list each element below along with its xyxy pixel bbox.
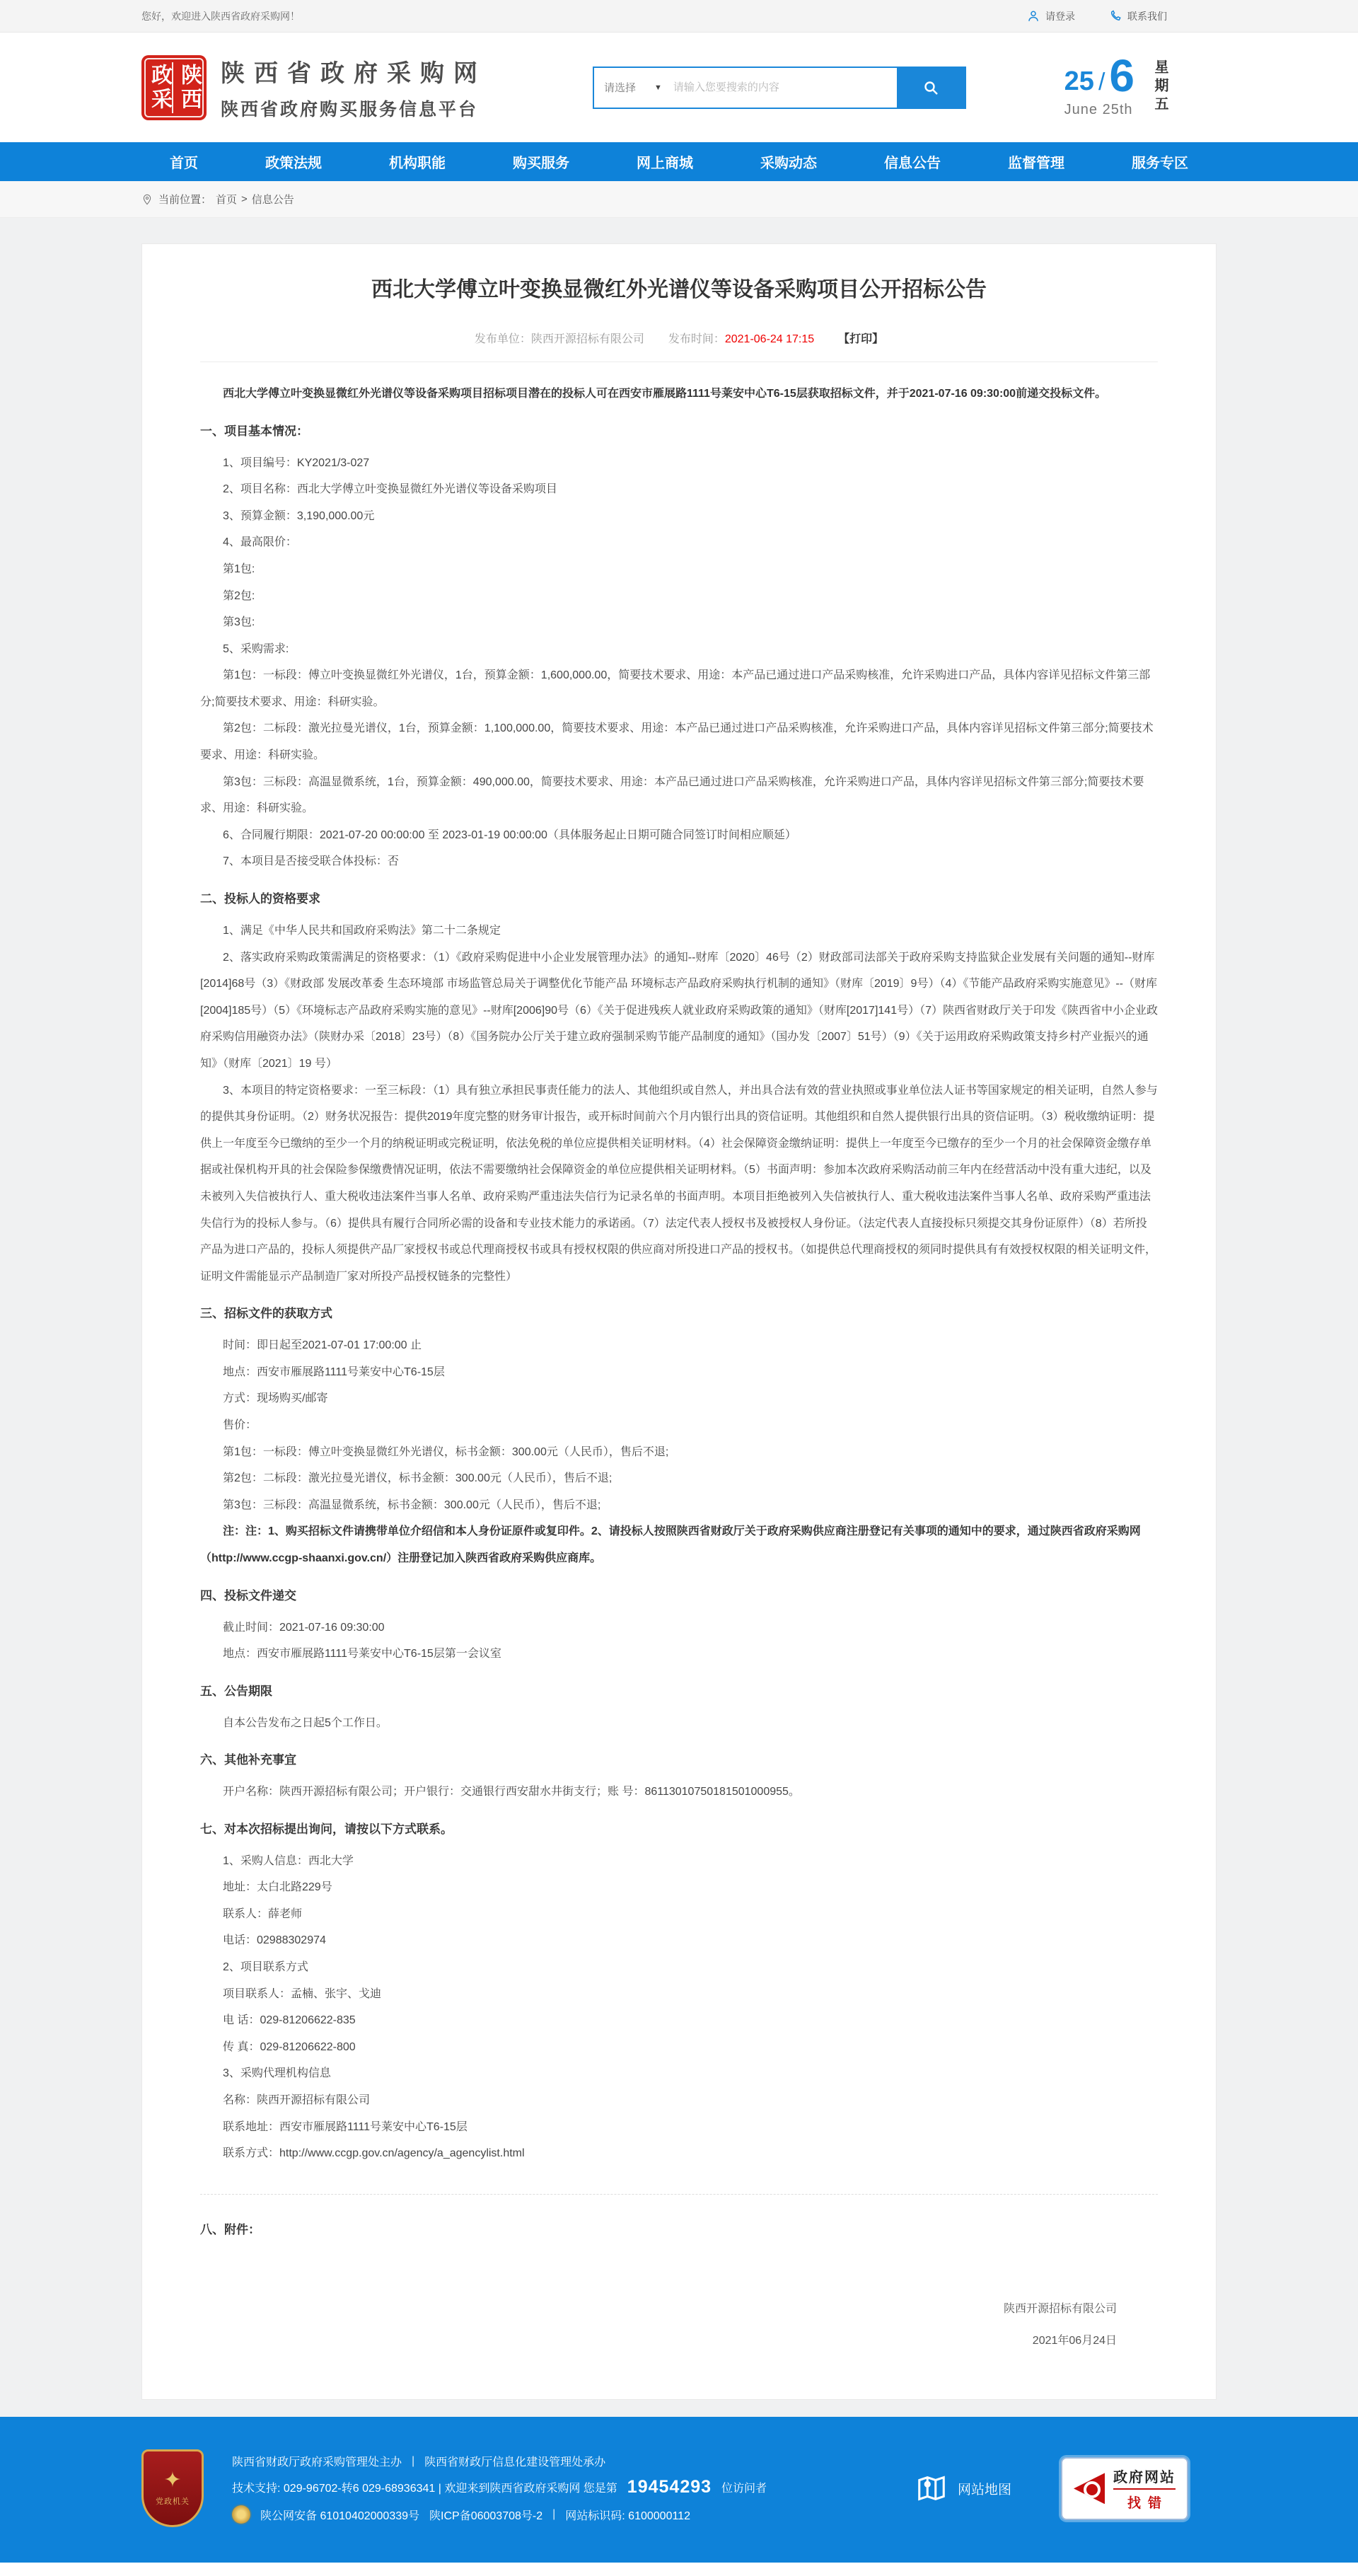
search-input[interactable] [673, 68, 897, 108]
paragraph: 六、其他补充事宜 [200, 1753, 296, 1767]
search-bar [593, 67, 966, 109]
breadcrumb-separator: > [241, 193, 248, 205]
chevron-down-icon: ▼ [654, 83, 662, 92]
paragraph: 地点：西安市雁展路1111号莱安中心T6-15层第一会议室 [223, 1648, 501, 1660]
badge-subtitle: 找错 [1127, 2495, 1168, 2511]
visitor-count: 19454293 [627, 2477, 712, 2497]
paragraph: 四、投标文件递交 [200, 1588, 296, 1602]
print-button[interactable]: 【打印】 [838, 333, 884, 345]
gov-emblem-icon [141, 2449, 204, 2527]
footer-right [915, 2457, 1188, 2520]
paragraph: 售价： [223, 1419, 257, 1431]
seal-text-left: 政采 [146, 62, 173, 113]
publish-time-value: 2021-06-24 17:15 [724, 333, 815, 345]
paragraph: 3、采购代理机构信息 [223, 2067, 331, 2080]
paragraph: 地址：太白北路229号 [223, 1881, 332, 1894]
date-weekday: 星期五 [1152, 59, 1168, 115]
announcement-card [141, 243, 1217, 2400]
paragraph: 方式：现场购买/邮寄 [223, 1392, 328, 1405]
nav-item[interactable]: 采购动态 [760, 156, 817, 171]
nav-item[interactable]: 网上商城 [637, 156, 693, 171]
user-icon [1027, 10, 1040, 23]
emblem-label: 党政机关 [156, 2497, 190, 2507]
breadcrumb-home[interactable]: 首页 [216, 194, 238, 206]
paragraph: 第1包：一标段：傅立叶变换显微红外光谱仪，1台，预算金额：1,600,000.00，简要技术要求、用途：本产品已通过进口产品采购核准，允许采购进口产品，具体内容详见招标文件第三部分;简要技术要求、用途：科研实验。 [200, 669, 1151, 708]
paragraph: 1、项目编号：KY2021/3-027 [223, 456, 370, 469]
paragraph: 截止时间：2021-07-16 09:30:00 [223, 1621, 385, 1634]
site-code: 网站标识码: 6100000112 [565, 2509, 690, 2522]
nav-item[interactable]: 监督管理 [1008, 156, 1064, 171]
paragraph: 3、本项目的特定资格要求：一至三标段：（1）具有独立承担民事责任能力的法人、其他组织或自然人，并出具合法有效的营业执照或事业单位法人证书等国家规定的相关证明，自然人参与的提供其身份证明。（2）财务状况报告：提供2019年度完整的财务审计报告，或开标时间前六个月内银行出具的资信证明。其他组织和自然人提供银行出具的资信证明。（3）税收缴纳证明：提供上一年度至今已缴纳的至少一个月的纳税证明或完税证明，依法免税的单位应提供相关证明材料。（4）社会保障资金缴纳证明：提供上一年度至今已缴存的至少一个月的社会保障资金缴存单据或社保机构开具的社会保险参保缴费情况证明，依法不需要缴纳社会保障资金的单位应提供相关证明材料。（5）书面声明：参加本次政府采购活动前三年内在经营活动中没有重大违纪，以及未被列入失信被执行人、重大税收违法案件当事人名单、政府采购严重违法失信行为记录名单的书面声明。本项目拒绝被列入失信被执行人、重大税收违法案件当事人名单、政府采购严重违法失信行为的投标人参与。（6）提供具有履行合同所必需的设备和专业技术能力的承诺函。（7）法定代表人授权书及被授权人身份证。（法定代表人直接投标只须提交其身份证原件）（8）若所投产品为进口产品的，投标人须提供产品厂家授权书或总代理商授权书或具有授权权限的供应商对所投进口产品的授权书。（如提供总代理商授权的须同时提供具有有效授权权限的相关证明文件，证明文件需能显示产品制造厂家对所投产品授权链条的完整性） [200, 1084, 1158, 1283]
signature-company: 陕西开源招标有限公司 [1003, 2302, 1117, 2315]
beian-gongan: 陕公网安备 61010402000339号 [260, 2509, 420, 2522]
beian-icp: 陕ICP备06003708号-2 [429, 2509, 543, 2522]
paragraph: 2、项目名称：西北大学傅立叶变换显微红外光谱仪等设备采购项目 [223, 483, 557, 496]
main-content [0, 218, 1358, 2417]
location-pin-icon [141, 194, 153, 205]
date-widget [1064, 50, 1171, 118]
paragraph: 第3包: [223, 616, 255, 629]
date-numbers [1064, 50, 1134, 101]
paragraph: 一、项目基本情况： [200, 424, 308, 438]
paragraph: 2、落实政府采购政策需满足的资格要求：（1）《政府采购促进中小企业发展管理办法》的通知--财库〔2020〕46号（2）财政部司法部关于政府采购支持监狱企业发展有关问题的通知--财库[2014]68号（3）《财政部 发展改革委 生态环境部 市场监管总局关于调整优化节能产品 环境标志产品政府采购执行机制的通知》（财库〔2019〕9号）（4）《节能产品政府采购实施意见》--（财库[2004]185号）（5）《环境标志产品政府采购实施的意见》--财库[2006]90号（6）《关于促进残疾人就业政府采购政策的通知》（财库[2017]141号）（7）陕西省财政厅关于印发《陕西省中小企业政府采购信用融资办法》（陕财办采〔2018〕23号）（8）《国务院办公厅关于建立政府强制采购节能产品制度的通知》（国办发〔2007〕51号）（9）《关于运用政府采购政策支持乡村产业振兴的通知》（财库〔2021〕19 号） [200, 951, 1158, 1070]
paragraph: 第3包：三标段：高温显微系统，标书金额：300.00元（人民币），售后不退; [223, 1498, 601, 1511]
footer-support: 技术支持: 029-96702-转6 029-68936341 | 欢迎来到陕西省政府采购网 您是第 [232, 2483, 617, 2495]
publisher: 发布单位：陕西开源招标有限公司 [474, 333, 644, 345]
emblem-star-icon: ✦ [163, 2468, 182, 2493]
main-nav [0, 142, 1358, 181]
logo-seal-icon [141, 55, 207, 120]
footer-text [232, 2445, 767, 2531]
paragraph: 三、招标文件的获取方式 [200, 1307, 332, 1321]
search-button[interactable] [897, 68, 965, 108]
phone-icon [1109, 10, 1122, 23]
publish-time-label: 发布时间： [668, 333, 725, 345]
magnifier-flag-icon [1074, 2473, 1105, 2504]
nav-item[interactable]: 政策法规 [265, 156, 322, 171]
paragraph: 西北大学傅立叶变换显微红外光谱仪等设备采购项目招标项目潜在的投标人可在西安市雁展路1111号莱安中心T6-15层获取招标文件，并于2021-07-16 09:30:00前递交投标文件。 [223, 388, 1107, 400]
police-badge-icon [232, 2505, 250, 2524]
footer-separator: | [412, 2454, 415, 2467]
paragraph: 八、附件： [200, 2222, 260, 2236]
site-logo[interactable] [141, 54, 487, 121]
paragraph: 自本公告发布之日起5个工作日。 [223, 1716, 388, 1729]
nav-item[interactable]: 机构职能 [389, 156, 446, 171]
breadcrumb-label: 当前位置： [158, 194, 212, 206]
article-meta [200, 330, 1158, 362]
footer [0, 2417, 1358, 2563]
date-month: 6 [1109, 50, 1134, 101]
visitor-suffix: 位访问者 [721, 2483, 767, 2495]
nav-item[interactable]: 服务专区 [1132, 156, 1188, 171]
site-subtitle: 陕西省政府购买服务信息平台 [221, 100, 479, 120]
paragraph: 第2包: [223, 589, 255, 602]
badge-title: 政府网站 [1113, 2466, 1176, 2490]
paragraph: 第3包：三标段：高温显微系统，1台，预算金额：490,000.00，简要技术要求、用途：本产品已通过进口产品采购核准，允许采购进口产品，具体内容详见招标文件第三部分;简要技术要求、用途：科研实验。 [200, 775, 1144, 815]
paragraph: 第1包: [223, 562, 255, 575]
footer-undertaker: 陕西省财政厅信息化建设管理处承办 [424, 2456, 606, 2469]
paragraph: 第2包：二标段：激光拉曼光谱仪，标书金额：300.00元（人民币），售后不退; [223, 1472, 613, 1485]
sitemap-link[interactable] [915, 2472, 1011, 2505]
signature-date: 2021年06月24日 [1032, 2334, 1117, 2347]
date-english: June 25th [1064, 102, 1133, 118]
topbar [0, 0, 1358, 33]
paragraph: 1、采购人信息：西北大学 [223, 1854, 354, 1867]
sitemap-label: 网站地图 [957, 2482, 1011, 2497]
paragraph: 五、公告期限 [200, 1684, 272, 1698]
paragraph: 4、最高限价： [223, 536, 297, 549]
site-title: 陕西省政府采购网 [221, 60, 487, 87]
paragraph: 3、预算金额：3,190,000.00元 [223, 509, 375, 522]
breadcrumb-bar [0, 181, 1358, 218]
paragraph: 传 真：029-81206622-800 [223, 2040, 356, 2053]
breadcrumb [141, 181, 1217, 217]
breadcrumb-current[interactable]: 信息公告 [251, 194, 294, 206]
paragraph: 项目联系人：孟楠、张宇、戈迪 [223, 1987, 382, 2000]
paragraph: 电话：02988302974 [223, 1934, 326, 1947]
nav-item[interactable]: 首页 [170, 156, 198, 171]
welcome-text: 您好，欢迎进入陕西省政府采购网！ [141, 10, 300, 22]
paragraph: 开户名称：陕西开源招标有限公司；开户银行：交通银行西安甜水井街支行；账 号：86113010750181501000955。 [223, 1786, 800, 1798]
paragraph: 6、合同履行期限：2021-07-20 00:00:00 至 2023-01-19 00:00:00（具体服务起止日期可随合同签订时间相应顺延） [223, 828, 796, 841]
paragraph: 注：注：1、购买招标文件请携带单位介绍信和本人身份证原件或复印件。2、请投标人按照陕西省财政厅关于政府采购供应商注册登记有关事项的通知中的要求，通过陕西省政府采购网（http://www.ccgp-shaanxi.gov.cn/）注册登记加入陕西省政府采购供应商库。 [200, 1525, 1141, 1564]
article-body [200, 381, 1158, 2244]
page-title: 西北大学傅立叶变换显微红外光谱仪等设备采购项目公开招标公告 [371, 278, 987, 301]
paragraph: 1、满足《中华人民共和国政府采购法》第二十二条规定 [223, 924, 501, 937]
paragraph [200, 2194, 1158, 2195]
map-icon [915, 2472, 948, 2505]
date-slash: / [1098, 68, 1105, 96]
paragraph: 联系方式：http://www.ccgp.gov.cn/agency/a_agencylist.html [223, 2147, 525, 2160]
paragraph: 第2包：二标段：激光拉曼光谱仪，1台，预算金额：1,100,000.00，简要技术要求、用途：本产品已通过进口产品采购核准，允许采购进口产品，具体内容详见招标文件第三部分;简要技术要求、用途：科研实验。 [200, 722, 1154, 762]
paragraph: 二、投标人的资格要求 [200, 892, 320, 906]
paragraph: 电 话：029-81206622-835 [223, 2014, 356, 2027]
nav-item[interactable]: 信息公告 [884, 156, 941, 171]
search-icon [922, 79, 939, 96]
login-label: 请登录 [1045, 10, 1075, 22]
seal-text-right: 陕西 [178, 63, 201, 112]
paragraph: 联系人：薛老师 [223, 1907, 303, 1920]
error-report-badge[interactable] [1061, 2457, 1188, 2520]
paragraph: 七、对本次招标提出询问，请按以下方式联系。 [200, 1822, 453, 1836]
paragraph: 时间：即日起至2021-07-01 17:00:00 止 [223, 1339, 422, 1352]
contact-link[interactable] [1109, 9, 1167, 23]
footer-host: 陕西省财政厅政府采购管理处主办 [232, 2456, 402, 2469]
site-header [0, 33, 1358, 142]
paragraph: 5、采购需求: [223, 642, 289, 655]
search-select-label: 请选择 [604, 82, 637, 94]
contact-label: 联系我们 [1127, 10, 1167, 22]
date-day: 25 [1064, 67, 1094, 97]
footer-separator: | [552, 2508, 556, 2521]
publish-time [668, 330, 814, 346]
nav-item[interactable]: 购买服务 [513, 156, 569, 171]
paragraph: 7、本项目是否接受联合体投标：否 [223, 855, 399, 868]
paragraph: 地点：西安市雁展路1111号莱安中心T6-15层 [223, 1365, 445, 1378]
signature-block [200, 2294, 1158, 2357]
paragraph: 名称：陕西开源招标有限公司 [223, 2094, 371, 2107]
login-link[interactable] [1027, 9, 1075, 23]
paragraph: 联系地址：西安市雁展路1111号莱安中心T6-15层 [223, 2120, 468, 2133]
paragraph: 2、项目联系方式 [223, 1961, 308, 1974]
paragraph: 第1包：一标段：傅立叶变换显微红外光谱仪，标书金额：300.00元（人民币），售后不退; [223, 1445, 669, 1458]
search-category-select[interactable] [594, 68, 673, 108]
